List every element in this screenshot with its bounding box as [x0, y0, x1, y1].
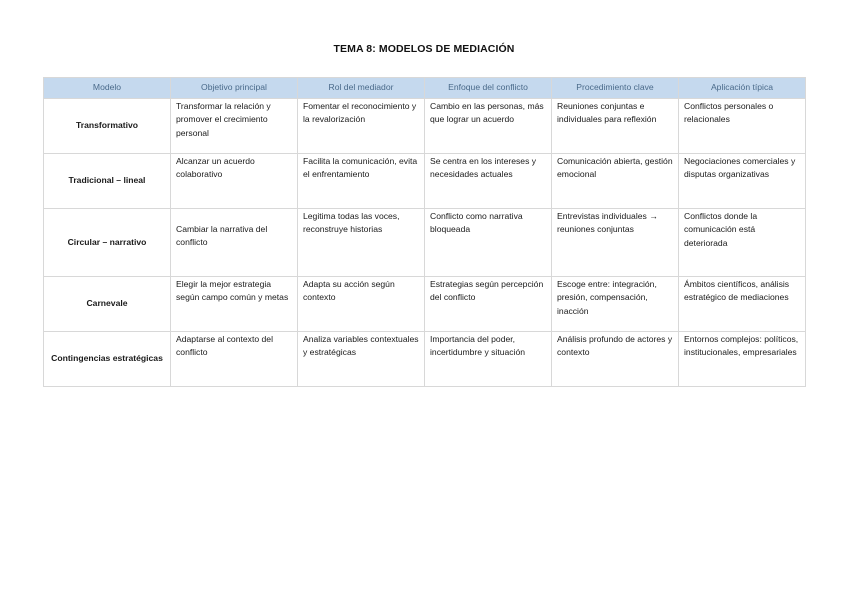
- role-cell: Fomentar el reconocimiento y la revalorización: [298, 99, 425, 154]
- table-row: [44, 154, 806, 209]
- column-header-modelo: Modelo: [44, 78, 171, 99]
- application-cell: Ámbitos científicos, análisis estratégico de mediaciones: [679, 277, 806, 332]
- table-header-row: [44, 78, 806, 99]
- column-header-aplicacion: Aplicación típica: [679, 78, 806, 99]
- application-cell: Conflictos personales o relacionales: [679, 99, 806, 154]
- model-name-cell: Transformativo: [44, 99, 171, 154]
- procedure-cell: Análisis profundo de actores y contexto: [552, 332, 679, 387]
- column-header-objetivo: Objetivo principal: [171, 78, 298, 99]
- models-table: [43, 77, 806, 387]
- focus-cell: Importancia del poder, incertidumbre y situación: [425, 332, 552, 387]
- model-name-cell: Carnevale: [44, 277, 171, 332]
- objective-cell: Adaptarse al contexto del conflicto: [171, 332, 298, 387]
- focus-cell: Cambio en las personas, más que lograr un acuerdo: [425, 99, 552, 154]
- application-cell: Entornos complejos: políticos, institucionales, empresariales: [679, 332, 806, 387]
- role-cell: Adapta su acción según contexto: [298, 277, 425, 332]
- table-row: [44, 99, 806, 154]
- role-cell: Analiza variables contextuales y estratégicas: [298, 332, 425, 387]
- model-name-cell: Contingencias estratégicas: [44, 332, 171, 387]
- role-cell: Facilita la comunicación, evita el enfrentamiento: [298, 154, 425, 209]
- model-name-cell: Tradicional – lineal: [44, 154, 171, 209]
- role-cell: Legitima todas las voces, reconstruye historias: [298, 209, 425, 277]
- objective-cell: Cambiar la narrativa del conflicto: [171, 209, 298, 277]
- application-cell: Negociaciones comerciales y disputas organizativas: [679, 154, 806, 209]
- objective-cell: Elegir la mejor estrategia según campo común y metas: [171, 277, 298, 332]
- procedure-cell: Escoge entre: integración, presión, compensación, inacción: [552, 277, 679, 332]
- table-row: [44, 332, 806, 387]
- procedure-cell: Reuniones conjuntas e individuales para reflexión: [552, 99, 679, 154]
- objective-cell: Alcanzar un acuerdo colaborativo: [171, 154, 298, 209]
- focus-cell: Estrategias según percepción del conflicto: [425, 277, 552, 332]
- focus-cell: Se centra en los intereses y necesidades actuales: [425, 154, 552, 209]
- focus-cell: Conflicto como narrativa bloqueada: [425, 209, 552, 277]
- procedure-cell: Comunicación abierta, gestión emocional: [552, 154, 679, 209]
- column-header-procedimiento: Procedimiento clave: [552, 78, 679, 99]
- column-header-enfoque: Enfoque del conflicto: [425, 78, 552, 99]
- table-row: [44, 277, 806, 332]
- column-header-rol: Rol del mediador: [298, 78, 425, 99]
- page-title: TEMA 8: MODELOS DE MEDIACIÓN: [333, 43, 515, 55]
- objective-cell: Transformar la relación y promover el crecimiento personal: [171, 99, 298, 154]
- application-cell: Conflictos donde la comunicación está deteriorada: [679, 209, 806, 277]
- procedure-cell: Entrevistas individuales → reuniones conjuntas: [552, 209, 679, 277]
- table-row: [44, 209, 806, 277]
- model-name-cell: Circular – narrativo: [44, 209, 171, 277]
